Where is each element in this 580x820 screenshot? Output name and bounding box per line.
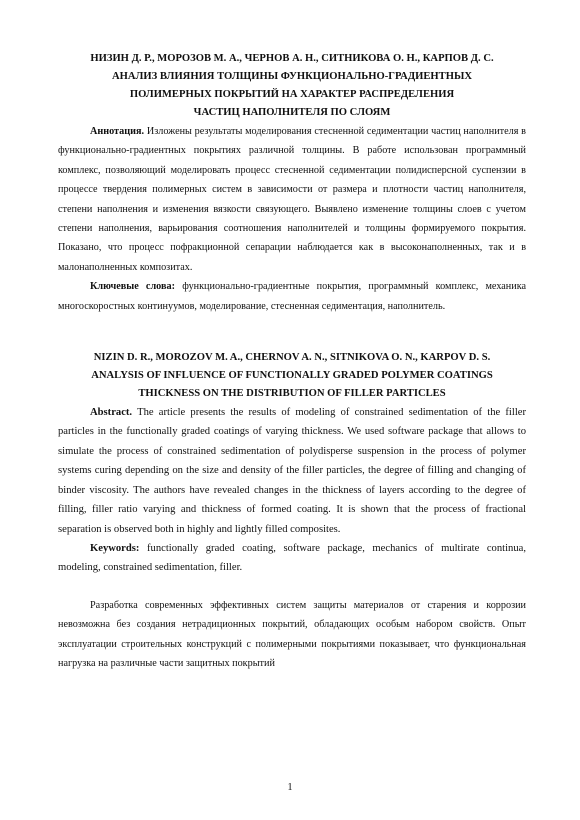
authors-en: NIZIN D. R., MOROZOV M. A., CHERNOV A. N., SITNIKOVA O. N., KARPOV D. S.	[93, 352, 491, 364]
abstract-ru-label: Аннотация.	[90, 126, 145, 137]
title-en-line: THICKNESS ON THE DISTRIBUTION OF FILLER PARTICLES	[138, 388, 446, 400]
abstract-ru-text: Изложены результаты моделирования стесненной седиментации частиц наполнителя в функционально-градиентных покрытиях различной толщины. В работе использован программный комплекс, позволяющий моделировать процесс стесненной седиментации полидисперсной суспензии в процессе твердения полимерных систем в зависимости от размера и плотности частиц наполнителя, степени наполнения и изменения вязкости связующего. Выявлено изменение толщины слоев с учетом степени наполнения, варьирования соотношения наполнителей и толщины формируемого покрытия. Показано, что процесс пофракционной сепарации наблюдается как в высоконаполненных, так и в малонаполненных композитах.	[58, 126, 526, 273]
abstract-en	[58, 403, 526, 539]
title-ru-line: ПОЛИМЕРНЫХ ПОКРЫТИЙ НА ХАРАКТЕР РАСПРЕДЕЛЕНИЯ	[129, 89, 455, 100]
authors-ru: НИЗИН Д. Р., МОРОЗОВ М. А., ЧЕРНОВ А. Н., СИТНИКОВА О. Н., КАРПОВ Д. С.	[90, 53, 494, 64]
paper-page	[58, 50, 526, 673]
abstract-ru	[58, 122, 526, 277]
title-ru	[58, 68, 526, 122]
keywords-en-label: Keywords:	[90, 542, 140, 554]
title-ru-line: АНАЛИЗ ВЛИЯНИЯ ТОЛЩИНЫ ФУНКЦИОНАЛЬНО-ГРАДИЕНТНЫХ	[111, 71, 473, 82]
keywords-ru-label: Ключевые слова:	[90, 281, 176, 293]
abstract-en-text: The article presents the results of modeling of constrained sedimentation of the filler particles in the functionally graded coatings of varying thickness. We used software package that allows to simulate the process of constrained sedimentation of polydisperse suspension in the process of polymer systems curing depending on the size and density of the filler particles, the degree of filling and changing of binder viscosity. The authors have revealed changes in the thickness of layers according to the degree of filling, filler ratio varying and thickness of formed coating. It is shown that the process of fractional separation is observed both in highly and lightly filled composites.	[58, 407, 526, 535]
title-en-line: ANALYSIS OF INFLUENCE OF FUNCTIONALLY GRADED POLYMER COATINGS	[91, 370, 493, 382]
title-ru-line: ЧАСТИЦ НАПОЛНИТЕЛЯ ПО СЛОЯМ	[193, 107, 391, 118]
keywords-ru-text: функционально-градиентные покрытия, программный комплекс, механика многоскоростных континуумов, моделирование, стесненная седиментация, наполнитель.	[58, 281, 527, 312]
page-number: 1	[287, 782, 293, 793]
body-paragraph: Разработка современных эффективных систем защиты материалов от старения и коррозии невозможна без создания нетрадиционных покрытий, обладающих особым набором свойств. Опыт эксплуатации строительных конструкций с полимерными покрытиями показывает, что функциональная нагрузка на различные части защитных покрытий	[58, 599, 526, 669]
keywords-ru	[58, 277, 526, 316]
title-en	[58, 367, 526, 403]
english-section	[58, 349, 526, 578]
keywords-en-text: functionally graded coating, software package, mechanics of multirate continua, modeling, constrained sedimentation, filler.	[58, 542, 526, 574]
keywords-en	[58, 539, 526, 578]
abstract-en-label: Abstract.	[90, 407, 133, 419]
russian-section	[58, 50, 526, 316]
